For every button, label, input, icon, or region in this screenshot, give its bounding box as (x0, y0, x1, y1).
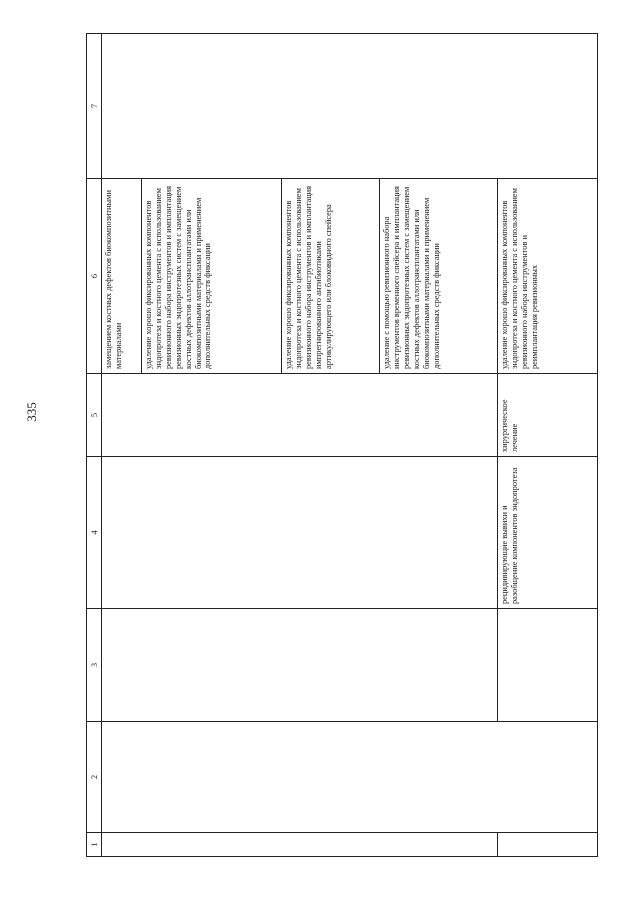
cell-col-5 (102, 374, 498, 457)
header-col-7: 7 (87, 34, 102, 179)
table-row (102, 34, 142, 857)
header-col-5: 5 (87, 374, 102, 457)
header-col-2: 2 (87, 722, 102, 833)
cell-col-6: удаление хорошо фиксированных компонентов эндопротеза и костного цемента с использованием ревизионного набора инструментов и реимплантация ревизионных (498, 179, 598, 374)
cell-col-3 (102, 609, 498, 722)
procedures-table-rotated (86, 34, 598, 857)
cell-col-6: удаление с помощью ревизионного набора инструментов временного спейсера и имплантация ревизионных эндопротезных систем с замещением костных дефектов аллотрансплантатами или биокомпозитными материалами и применением дополнительных средств фиксации (380, 179, 498, 374)
cell-col-6: удаление хорошо фиксированных компонентов эндопротеза и костного цемента с использованием ревизионного набора инструментов и имплантация ревизионных эндопротезных систем с замещением костных дефектов аллотрансплантатами или биокомпозитными материалами и применением дополнительных средств фиксации (142, 179, 282, 374)
header-col-3: 3 (87, 609, 102, 722)
cell-col-1 (498, 833, 598, 857)
cell-col-3 (498, 609, 598, 722)
header-col-4: 4 (87, 457, 102, 609)
page-number: 335 (24, 402, 39, 422)
procedures-table (86, 33, 598, 857)
cell-col-4: рецидивирующие вывихи и разобщение компонентов эндопротеза (498, 457, 598, 609)
header-col-1: 1 (87, 833, 102, 857)
cell-col-1 (102, 833, 498, 857)
cell-col-6: замещением костных дефектов биокомпозитными материалами (102, 179, 142, 374)
header-col-6: 6 (87, 179, 102, 374)
header-row (87, 34, 102, 857)
cell-col-4 (102, 457, 498, 609)
cell-col-5: хирургическое лечение (498, 374, 598, 457)
cell-col-7 (102, 34, 598, 179)
cell-col-6: удаление хорошо фиксированных компонентов эндопротеза и костного цемента с использованием ревизионного набора инструментов и имплантация импрегнированного антибиотиками артикулирующего или блоковидного спейсера (282, 179, 380, 374)
cell-col-2 (102, 722, 598, 833)
